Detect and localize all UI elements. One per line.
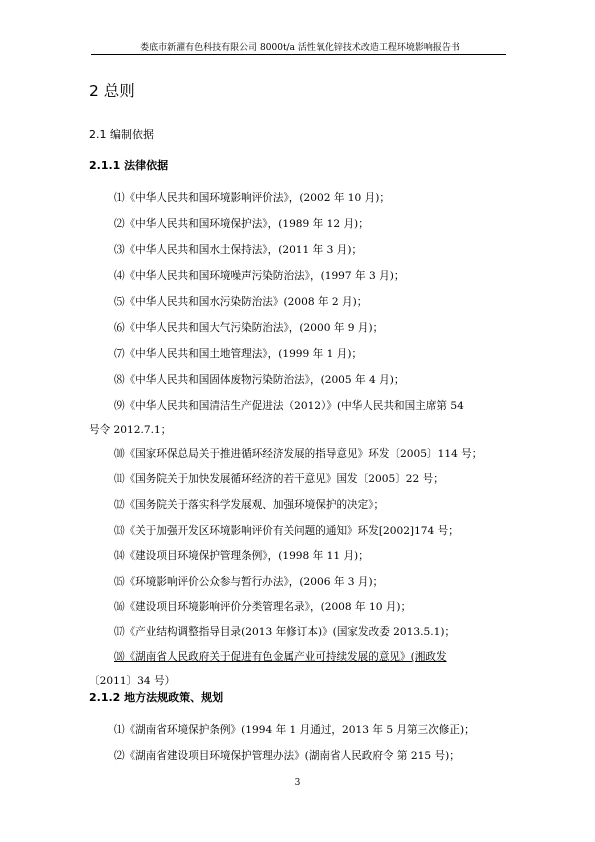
law-item-12: ⑿《国务院关于落实科学发展观、加强环境保护的决定》； xyxy=(114,499,385,511)
law-item-11: ⑾《国务院关于加快发展循环经济的若干意见》国发〔2005〕22 号； xyxy=(114,473,444,485)
law-item-5: ⑸《中华人民共和国水污染防治法》(2008 年 2 月)； xyxy=(114,296,368,308)
chapter-title: 2 总则 xyxy=(89,82,135,100)
law-item-4: ⑷《中华人民共和国环境噪声污染防治法》，(1997 年 3 月)； xyxy=(114,270,405,282)
subsection-title-local: 2.1.2 地方法规政策、规划 xyxy=(89,691,224,704)
law-item-8: ⑻《中华人民共和国固体废物污染防治法》，(2005 年 4 月)； xyxy=(114,374,405,386)
law-item-7: ⑺《中华人民共和国土地管理法》，(1999 年 1 月)； xyxy=(114,348,363,360)
header-divider xyxy=(91,54,506,55)
law-item-10: ⑽《国家环保总局关于推进循环经济发展的指导意见》环发〔2005〕114 号； xyxy=(114,448,483,460)
law-item-17: ⒄《产业结构调整指导目录(2013 年修订本)》(国家发改委 2013.5.1)； xyxy=(114,626,456,638)
law-item-13: ⒀《关于加强开发区环境影响评价有关问题的通知》环发[2002]174 号； xyxy=(114,525,459,537)
law-item-18: ⒅《湖南省人民政府关于促进有色金属产业可持续发展的意见》(湘政发 xyxy=(114,651,447,663)
subsection-title-laws: 2.1.1 法律依据 xyxy=(89,159,169,172)
law-item-3: ⑶《中华人民共和国水土保持法》，(2011 年 3 月)； xyxy=(114,244,363,256)
law-item-2: ⑵《中华人民共和国环境保护法》，(1989 年 12 月)； xyxy=(114,218,369,230)
local-item-2: ⑵《湖南省建设项目环境保护管理办法》(湖南省人民政府令 第 215 号)； xyxy=(114,750,460,762)
law-item-6: ⑹《中华人民共和国大气污染防治法》，(2000 年 9 月)； xyxy=(114,322,384,334)
section-title: 2.1 编制依据 xyxy=(89,128,154,141)
law-item-18-continued: 〔2011〕34 号） xyxy=(89,675,176,687)
law-item-16: ⒃《建设项目环境影响评价分类管理名录》，(2008 年 10 月)； xyxy=(114,601,412,613)
page-number: 3 xyxy=(294,778,301,788)
law-item-15: ⒂《环境影响评价公众参与暂行办法》，(2006 年 3 月)； xyxy=(114,576,384,588)
law-item-1: ⑴《中华人民共和国环境影响评价法》，(2002 年 10 月)； xyxy=(114,192,390,204)
law-item-9-continued: 号令 2012.7.1； xyxy=(89,424,172,436)
law-item-9: ⑼《中华人民共和国清洁生产促进法（2012）》(中华人民共和国主席第 54 xyxy=(114,400,464,412)
page-header: 娄底市新濯有色科技有限公司 8000t/a 活性氧化锌技术改造工程环境影响报告书 xyxy=(140,43,460,53)
local-item-1: ⑴《湖南省环境保护条例》(1994 年 1 月通过，2013 年 5 月第三次修正)； xyxy=(114,724,475,736)
law-item-14: ⒁《建设项目环境保护管理条例》，(1998 年 11 月)； xyxy=(114,550,369,562)
